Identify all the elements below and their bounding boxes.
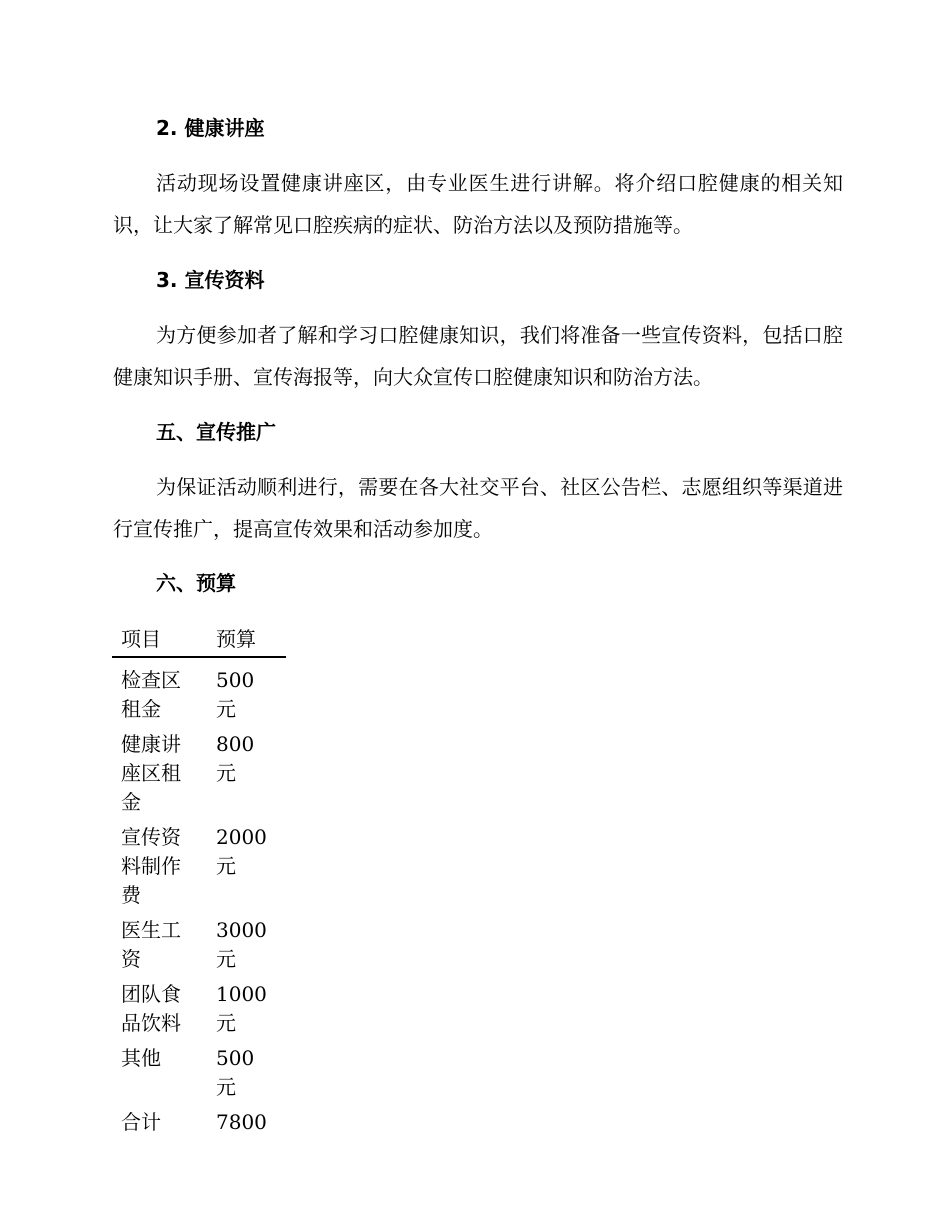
- amount-line: 500: [216, 1046, 255, 1070]
- table-row: [112, 823, 286, 910]
- promo-paragraph: 为保证活动顺利进行，需要在各大社交平台、社区公告栏、志愿组织等渠道进行宣传推广，提高宣传效果和活动参加度。: [113, 475, 843, 541]
- promo-heading: 五、宣传推广: [156, 420, 276, 444]
- budget-heading: 六、预算: [156, 571, 236, 595]
- amount-cell: [215, 666, 286, 724]
- table-row: [112, 1108, 286, 1137]
- amount-line: 元: [216, 1011, 236, 1035]
- item-line: 其他: [121, 1046, 161, 1070]
- item-cell: [112, 980, 215, 1038]
- table-row: [112, 730, 286, 817]
- item-line: 团队食: [121, 982, 181, 1006]
- amount-cell: [215, 1044, 286, 1102]
- item-line: 租金: [121, 697, 161, 721]
- item-line: 检查区: [121, 668, 181, 692]
- item-line: 医生工: [121, 918, 181, 942]
- amount-line: 7800: [216, 1110, 267, 1134]
- materials-paragraph: 为方便参加者了解和学习口腔健康知识，我们将准备一些宣传资料，包括口腔健康知识手册、宣传海报等，向大众宣传口腔健康知识和防治方法。: [113, 323, 843, 389]
- header-item: 项目: [121, 627, 161, 651]
- amount-cell: [215, 916, 286, 974]
- table-row: [112, 1044, 286, 1102]
- item-cell: [112, 916, 215, 974]
- budget-table: [112, 624, 286, 1137]
- item-line: 品饮料: [121, 1011, 181, 1035]
- amount-line: 500: [216, 668, 255, 692]
- materials-heading: 3. 宣传资料: [156, 268, 265, 292]
- item-line: 合计: [121, 1110, 161, 1134]
- table-row: [112, 666, 286, 724]
- amount-cell: [215, 823, 286, 910]
- item-line: 金: [121, 790, 141, 814]
- item-cell: [112, 666, 215, 724]
- item-line: 座区租: [121, 761, 181, 785]
- amount-line: 元: [216, 761, 236, 785]
- amount-line: 元: [216, 697, 236, 721]
- amount-line: 元: [216, 1075, 236, 1099]
- item-cell: [112, 1044, 215, 1102]
- table-header-row: [112, 624, 286, 658]
- amount-line: 3000: [216, 918, 267, 942]
- table-body: [112, 666, 286, 1137]
- amount-line: 元: [216, 947, 236, 971]
- amount-line: 1000: [216, 982, 267, 1006]
- item-line: 费: [121, 883, 141, 907]
- item-line: 健康讲: [121, 732, 181, 756]
- item-cell: [112, 1108, 215, 1137]
- amount-cell: [215, 1108, 286, 1137]
- amount-cell: [215, 980, 286, 1038]
- item-line: 料制作: [121, 854, 181, 878]
- header-budget: 预算: [216, 627, 256, 651]
- lecture-heading: 2. 健康讲座: [156, 116, 265, 140]
- item-line: 资: [121, 947, 141, 971]
- table-row: [112, 916, 286, 974]
- item-line: 宣传资: [121, 825, 181, 849]
- amount-cell: [215, 730, 286, 817]
- table-row: [112, 980, 286, 1038]
- amount-line: 800: [216, 732, 255, 756]
- item-cell: [112, 823, 215, 910]
- amount-line: 元: [216, 854, 236, 878]
- amount-line: 2000: [216, 825, 267, 849]
- item-cell: [112, 730, 215, 817]
- lecture-paragraph: 活动现场设置健康讲座区，由专业医生进行讲解。将介绍口腔健康的相关知识，让大家了解常见口腔疾病的症状、防治方法以及预防措施等。: [113, 171, 843, 237]
